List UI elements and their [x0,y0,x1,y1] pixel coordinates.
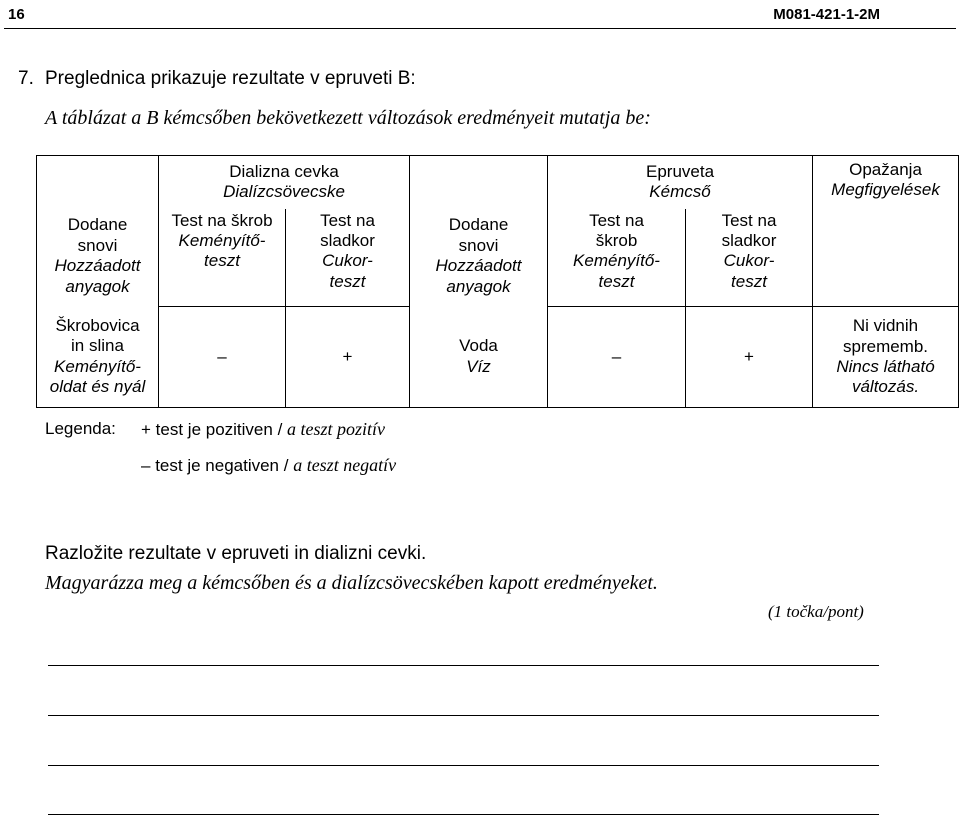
answer-line-1[interactable] [48,665,879,666]
starch-test-header-1: Test na škrob Keményítő- teszt [159,209,286,307]
sugar-test-result-1: + [286,307,410,408]
question-text-sl: Preglednica prikazuje rezultate v epruveti B: [45,68,416,89]
legend-label: Legenda: [45,419,116,438]
added-substances-header: Dodane snovi Hozzáadott anyagok [37,156,159,307]
added-substances-header-2: Dodane snovi Hozzáadott anyagok [410,156,548,307]
answer-line-2[interactable] [48,715,879,716]
sugar-test-header-2: Test na sladkor Cukor- teszt [686,209,813,307]
page-header [4,4,956,29]
test-tube-header: Epruveta Kémcső [548,156,813,209]
question-number: 7. [18,68,34,89]
sugar-test-header-1: Test na sladkor Cukor- teszt [286,209,410,307]
answer-line-3[interactable] [48,765,879,766]
document-code: M081-421-1-2M [773,6,880,23]
question-text-hu: A táblázat a B kémcsőben bekövetkezett változások eredményeit mutatja be: [45,107,651,129]
page-number: 16 [8,6,25,23]
starch-test-result-2: – [548,307,686,408]
task-text-sl: Razložite rezultate v epruveti in dializni cevki. [45,543,427,564]
substances-value-2: Voda Víz [410,307,548,408]
points-label: (1 točka/pont) [768,602,864,621]
legend-positive: + test je pozitiven / a teszt pozitív [141,419,386,439]
answer-line-4[interactable] [48,814,879,815]
results-table [36,155,959,408]
starch-test-result-1: – [159,307,286,408]
dialysis-tube-header: Dializna cevka Dialízcsövecske [159,156,410,209]
sugar-test-result-2: + [686,307,813,408]
starch-test-header-2: Test na škrob Keményítő- teszt [548,209,686,307]
observation-value: Ni vidnih sprememb. Nincs látható változás. [813,307,959,408]
legend-negative: – test je negativen / a teszt negatív [141,455,397,475]
observations-header: Opažanja Megfigyelések [813,156,959,307]
task-text-hu: Magyarázza meg a kémcsőben és a dialízcsövecskében kapott eredményeket. [45,572,658,594]
substances-value-1: Škrobovica in slina Keményítő- oldat és nyál [37,307,159,408]
